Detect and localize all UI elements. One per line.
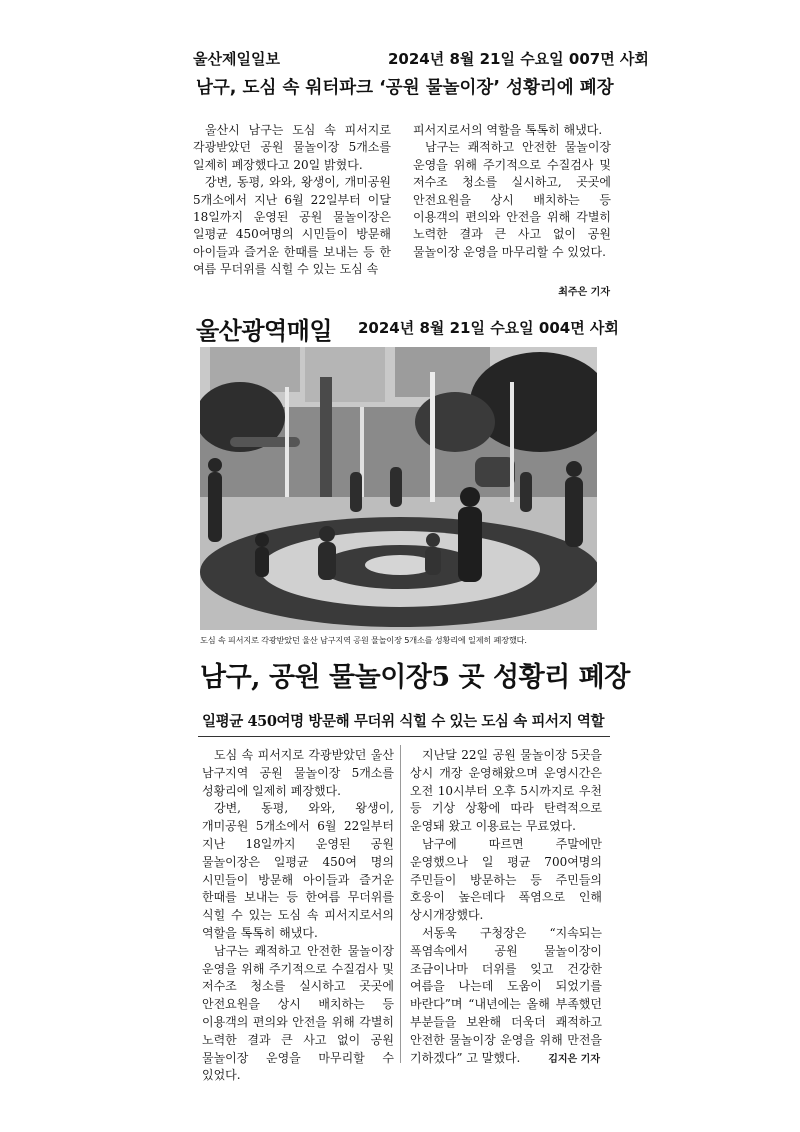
article2-paragraph: 강변, 동평, 와와, 왕생이, 개미공원 5개소에서 6월 22일부터 지난 18일까지 운영된 공원 물놀이장은 일평균 450여 명의 시민들이 방문해 아이들과 즐거운 한때를 보내는 등 한여름 무더위를 식힐 수 있는 도심 속 피서지로서의 역할을 톡톡히 해냈다. (202, 801, 394, 940)
dateline-2: 2024년 8월 21일 수요일 004면 사회 (358, 319, 619, 337)
paper-name-2: 울산광역매일 (196, 317, 333, 345)
headline-2: 남구, 공원 물놀이장5 곳 성황리 폐장 (200, 662, 630, 693)
water-park-photo-illustration (200, 347, 597, 630)
article2-column-right (410, 747, 602, 1067)
article1-paragraph: 울산시 남구는 도심 속 피서지로 각광받았던 공원 물놀이장 5개소를 일제히 폐장했다고 20일 밝혔다. (193, 123, 391, 172)
article1-paragraph: 강변, 동평, 와와, 왕생이, 개미공원 5개소에서 지난 6월 22일부터 이달 18일까지 운영된 공원 물놀이장은 일평균 450여명의 시민들이 방문해 아이들과 즐거운 한때를 보내는 등 한 여름 무더위를 식힐 수 있는 도심 속 (193, 175, 391, 277)
article2-column-left (202, 747, 394, 1085)
water-park-photo (200, 347, 597, 630)
article1-column-left (193, 122, 391, 279)
article1-paragraph: 피서지로서의 역할을 톡톡히 해냈다. (413, 123, 603, 137)
article2-paragraph: 남구에 따르면 주말에만 운영했으나 일 평균 700여명의 주민들이 방문하는 등 주민들의 호응이 높은데다 폭염으로 인해 상시개장했다. (410, 836, 602, 923)
dateline-1: 2024년 8월 21일 수요일 007면 사회 (388, 50, 649, 68)
article2-paragraph: 지난달 22일 공원 물놀이장 5곳을 상시 개장 운영해왔으며 운영시간은 오전 10시부터 오후 5시까지로 우천 등 기상 상황에 따라 탄력적으로 운영돼 왔고 이용료는 무료였다. (410, 748, 602, 834)
article2-paragraph: 서동욱 구청장은 “지속되는 폭염속에서 공원 물놀이장이 조금이나마 더위를 잊고 건강한 여름을 나는데 도움이 되었기를 바란다”며 “내년에는 올해 부족했던 부분들을 보완해 더욱더 쾌적하고 안전한 물놀이장 운영을 위해 만전을 기하겠다” 고 말했다. (410, 925, 602, 1065)
headline-1: 남구, 도심 속 워터파크 ‘공원 물놀이장’ 성황리에 폐장 (196, 78, 614, 98)
article2-paragraph: 도심 속 피서지로 각광받았던 울산 남구지역 공원 물놀이장 5개소를 성황리에 일제히 폐장했다. (202, 748, 394, 798)
paper-name-1: 울산제일일보 (193, 50, 280, 68)
article2-column-rule (400, 745, 401, 1063)
article1-paragraph: 남구는 쾌적하고 안전한 물놀이장 운영을 위해 주기적으로 수질검사 및 저수조 청소를 실시하고, 곳곳에 안전요원을 상시 배치하는 등 이용객의 편의와 안전을 위해 각별히 노력한 결과 큰 사고 없이 공원 물놀이장 운영을 마무리할 수 있었다. (413, 140, 611, 259)
byline-2: 김지은 기자 (548, 1054, 600, 1065)
article1-column-right (413, 122, 611, 261)
byline-1: 최주은 기자 (558, 287, 610, 298)
article2-paragraph: 남구는 쾌적하고 안전한 물놀이장 운영을 위해 주기적으로 수질검사 및 저수조 청소를 실시하고 곳곳에 안전요원을 상시 배치하는 등 이용객의 편의와 안전을 위해 각별히 노력한 결과 큰 사고 없이 공원 물놀이장 운영을 마무리할 수 있었다. (202, 943, 394, 1083)
article2-divider (198, 736, 610, 737)
subheadline-2: 일평균 450여명 방문해 무더위 식힐 수 있는 도심 속 피서지 역할 (202, 713, 605, 730)
photo-caption: 도심 속 피서지로 각광받았던 울산 남구지역 공원 물놀이장 5개소를 성황리에 일제히 폐장했다. (200, 635, 527, 645)
